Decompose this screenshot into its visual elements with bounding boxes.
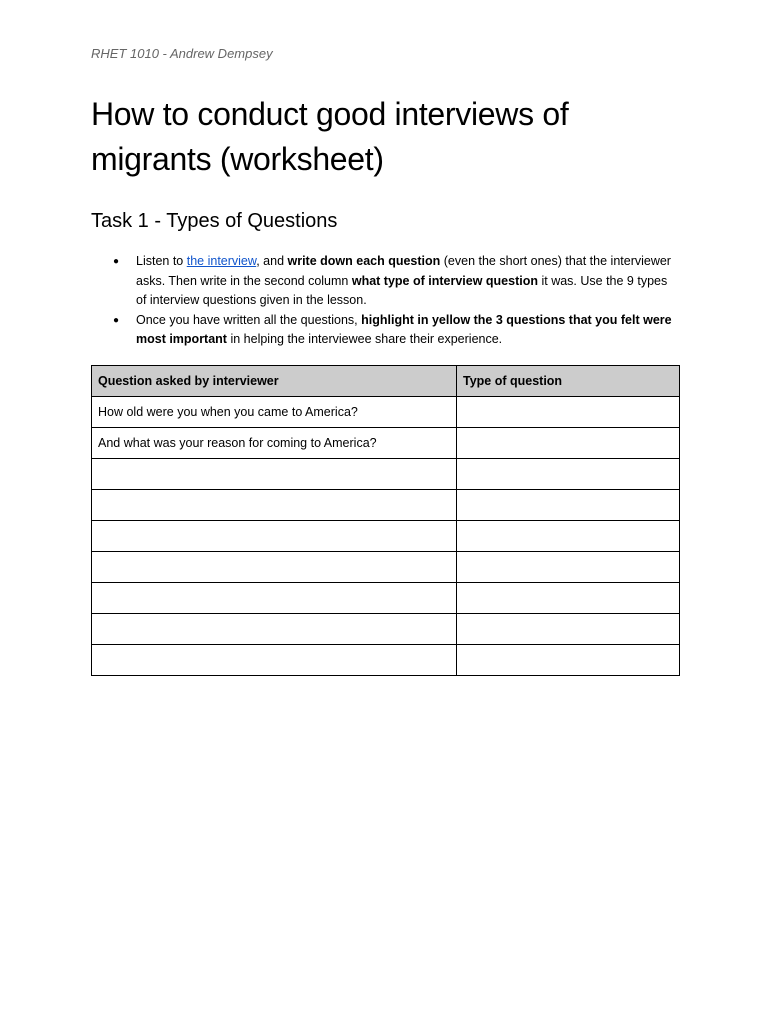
course-header-note: RHET 1010 - Andrew Dempsey — [91, 46, 273, 61]
question-cell[interactable]: And what was your reason for coming to America? — [92, 428, 457, 459]
table-row — [92, 490, 680, 521]
instruction-text: (even the short ones) that the interviewer asks. Then write in the second column — [136, 254, 671, 288]
question-cell[interactable] — [92, 645, 457, 676]
table-row — [92, 521, 680, 552]
type-cell[interactable] — [457, 397, 680, 428]
page-title: How to conduct good interviews of migrants (worksheet) — [91, 96, 569, 177]
instructions-list — [91, 252, 679, 350]
column-header-question: Question asked by interviewer — [92, 366, 457, 397]
table-row — [92, 614, 680, 645]
type-cell[interactable] — [457, 583, 680, 614]
question-cell[interactable] — [92, 521, 457, 552]
table-row — [92, 459, 680, 490]
type-cell[interactable] — [457, 645, 680, 676]
question-cell[interactable]: How old were you when you came to America? — [92, 397, 457, 428]
table-row — [92, 645, 680, 676]
instruction-text: Once you have written all the questions, — [136, 312, 362, 327]
questions-table — [91, 365, 680, 676]
type-cell[interactable] — [457, 521, 680, 552]
type-cell[interactable] — [457, 552, 680, 583]
table-header-row — [92, 366, 680, 397]
instruction-item-listen — [91, 252, 679, 311]
bullet-icon: ● — [113, 314, 120, 326]
table-row — [92, 428, 680, 459]
instruction-emphasis: what type of interview question — [351, 273, 538, 288]
task-heading: Task 1 - Types of Questions — [91, 210, 338, 232]
table-row — [92, 397, 680, 428]
instruction-text: , and — [256, 254, 288, 268]
type-cell[interactable] — [457, 459, 680, 490]
instruction-item-highlight — [91, 311, 679, 350]
question-cell[interactable] — [92, 459, 457, 490]
instruction-text: Listen to — [136, 254, 187, 268]
interview-link[interactable]: the interview — [186, 254, 257, 268]
column-header-type: Type of question — [457, 366, 680, 397]
table-row — [92, 552, 680, 583]
question-cell[interactable] — [92, 552, 457, 583]
instruction-text: it was. Use the 9 types of interview questions given in the lesson. — [136, 273, 668, 307]
question-cell[interactable] — [92, 614, 457, 645]
bullet-icon: ● — [113, 256, 120, 267]
instruction-text: in helping the interviewee share their experience. — [226, 332, 503, 346]
instruction-emphasis: write down each question — [287, 254, 441, 268]
question-cell[interactable] — [92, 583, 457, 614]
table-row — [92, 583, 680, 614]
type-cell[interactable] — [457, 490, 680, 521]
question-cell[interactable] — [92, 490, 457, 521]
type-cell[interactable] — [457, 614, 680, 645]
instruction-emphasis: highlight in yellow the 3 questions that you felt were most important — [136, 312, 672, 346]
type-cell[interactable] — [457, 428, 680, 459]
